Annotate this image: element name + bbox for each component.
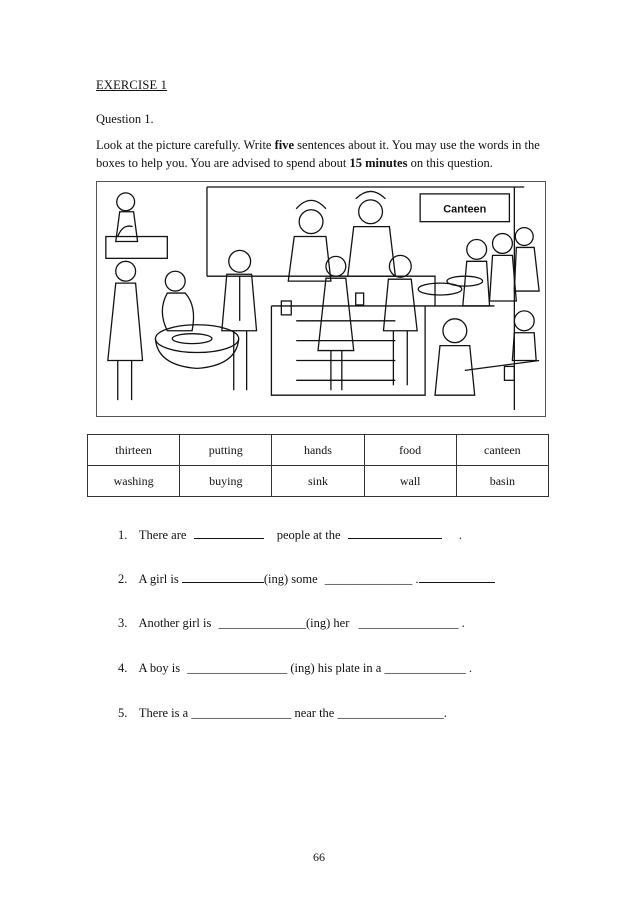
sentence-text: ______________(ing) her xyxy=(218,616,350,630)
word-cell: basin xyxy=(456,466,548,497)
sentence-number: 3. xyxy=(118,616,128,630)
sentence-number: 1. xyxy=(118,528,128,542)
counter-top xyxy=(207,276,495,306)
instructions-bold-2: 15 minutes xyxy=(349,156,408,170)
word-cell: washing xyxy=(88,466,180,497)
sentence-2 xyxy=(118,570,495,587)
canteen-sign-text: Canteen xyxy=(443,203,487,216)
instructions-bold-1: five xyxy=(274,138,295,152)
sentence-text: Another girl is xyxy=(138,616,212,630)
sentence-text: . xyxy=(415,572,419,586)
sentence-text: ________________ (ing) his plate in a xyxy=(187,661,382,675)
sentence-text: A girl is xyxy=(138,572,179,586)
instructions-text-1: Look at the picture carefully. Write xyxy=(96,138,275,152)
sentence-text: There is a xyxy=(138,706,189,720)
question-label: Question 1. xyxy=(96,112,154,126)
sentence-text: A boy is xyxy=(138,661,181,675)
sentence-text: ________________ . xyxy=(358,616,465,630)
answer-blank[interactable] xyxy=(348,526,442,539)
word-box-row xyxy=(88,466,549,497)
sentence-number: 2. xyxy=(118,572,128,586)
word-cell: putting xyxy=(180,435,272,466)
sentence-text: ______________ xyxy=(324,572,413,586)
sentence-3 xyxy=(118,616,465,631)
sentence-text: _________________. xyxy=(337,706,447,720)
sentence-number: 5. xyxy=(118,706,128,720)
sentence-4 xyxy=(118,661,472,676)
page-number: 66 xyxy=(313,850,325,864)
word-cell: wall xyxy=(364,466,456,497)
instructions xyxy=(96,136,556,172)
instructions-text-3: on this question. xyxy=(407,156,493,170)
sentence-text: There are xyxy=(138,528,187,542)
sentence-text: people at the xyxy=(276,528,341,542)
instructions-text-2: sentences about it. You may use the words in the boxes to help you. You are advised to spend about xyxy=(96,138,540,170)
exercise-heading: EXERCISE 1 xyxy=(96,78,168,92)
sentence-number: 4. xyxy=(118,661,128,675)
answer-blank[interactable] xyxy=(194,526,264,539)
answer-blank[interactable] xyxy=(182,570,264,583)
basin xyxy=(155,325,238,353)
canteen-illustration xyxy=(96,181,546,417)
word-cell: hands xyxy=(272,435,364,466)
sentence-text: _____________ . xyxy=(384,661,472,675)
sentence-5 xyxy=(118,706,447,721)
word-cell: canteen xyxy=(456,435,548,466)
answer-blank[interactable] xyxy=(419,570,495,583)
word-cell: sink xyxy=(272,466,364,497)
sentence-text: (ing) some xyxy=(263,572,318,586)
sentence-1 xyxy=(118,526,462,543)
girl-sink-head xyxy=(117,193,135,211)
word-cell: food xyxy=(364,435,456,466)
word-box xyxy=(87,434,549,497)
sentence-text: ________________ near the xyxy=(191,706,335,720)
word-cell: thirteen xyxy=(88,435,180,466)
sink xyxy=(106,237,167,259)
word-cell: buying xyxy=(180,466,272,497)
word-box-row xyxy=(88,435,549,466)
sentence-text: . xyxy=(458,528,462,542)
